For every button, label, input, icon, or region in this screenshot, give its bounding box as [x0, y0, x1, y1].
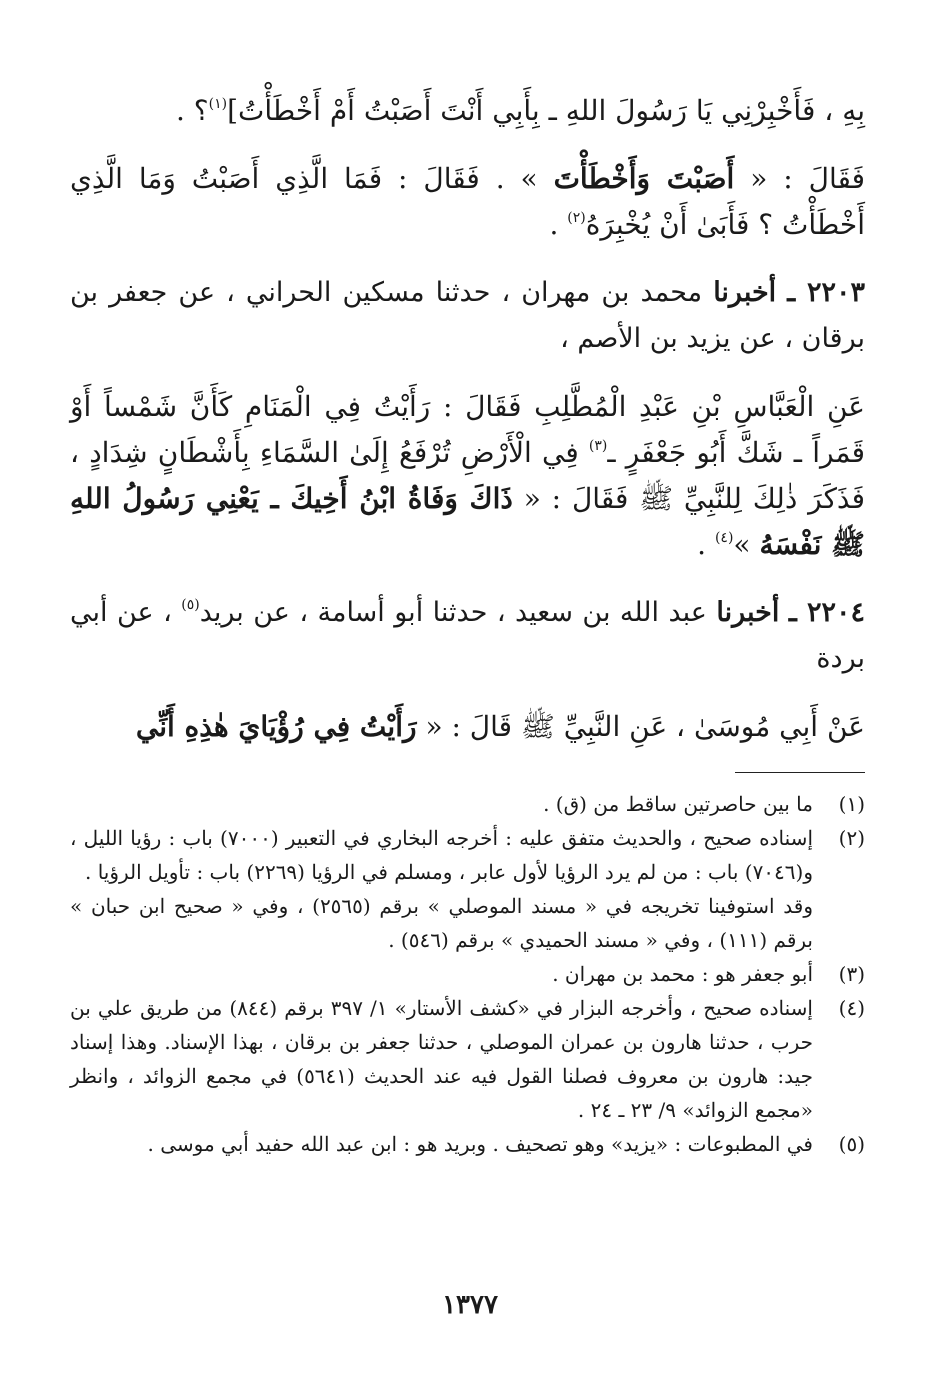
hadith-2203-matn-tail: .: [697, 528, 715, 561]
footnote-1: [70, 787, 865, 821]
hadith-2203-matn-b: فِي الْأَرْضِ تُرْفَعُ إِلَىٰ السَّمَاءِ بِأَشْطَانٍ شِدَادٍ ، فَذَكَرَ ذٰلِكَ لِلنَّبِيِّ ﷺ فَقَالَ : «: [70, 436, 866, 515]
paragraph-2-tail: .: [549, 208, 568, 241]
hadith-2203-matn-close: »: [733, 528, 751, 561]
footnote-1-number: (١): [838, 792, 865, 816]
footnote-3-number: (٣): [838, 962, 865, 986]
hadith-2203-text: محمد بن مهران ، حدثنا مسكين الحراني ، عن جعفر بن برقان ، عن يزيد بن الأصم ،: [70, 277, 865, 354]
paragraph-2: [70, 156, 865, 248]
footnote-divider: [735, 772, 865, 773]
hadith-2203-matn: [70, 384, 865, 568]
footnote-ref-4[interactable]: (٤): [714, 530, 734, 546]
footnote-2: [70, 821, 865, 957]
footnote-4: [70, 991, 865, 1127]
paragraph-2-open: فَقَالَ : «: [750, 162, 866, 195]
footnote-1-text: ما بين حاصرتين ساقط من (ق) .: [543, 792, 813, 816]
footnote-4-text: إسناده صحيح ، وأخرجه البزار في «كشف الأستار» ١/ ٣٩٧ برقم (٨٤٤) من طريق علي بن حرب ، حدثنا هارون بن عمران الموصلي ، حدثنا جعفر بن برقان ، بهذا الإسناد. وهذا إسناد جيد: هارون بن معروف فصلنا القول فيه عند الحديث (٥٦٤١) في مجمع الزوائد ، وانظر «مجمع الزوائد» ٩/ ٢٣ ـ ٢٤ .: [70, 996, 814, 1122]
footnote-3: [70, 957, 865, 991]
hadith-2204-text: عبد الله بن سعيد ، حدثنا أبو أسامة ، عن بريد: [199, 597, 707, 628]
footnote-5-number: (٥): [838, 1132, 865, 1156]
footnote-4-number: (٤): [838, 996, 865, 1020]
paragraph-1: [70, 88, 865, 134]
footnote-2-number: (٢): [838, 826, 865, 850]
paragraph-2-rest: » . فَقَالَ : فَمَا الَّذِي أَصَبْتُ وَمَا الَّذِي أَخْطَأْتُ ؟ فَأَبَىٰ أَنْ يُخْبِرَهُ: [70, 162, 865, 241]
hadith-2203-isnad: [70, 270, 865, 362]
hadith-number-2203: ٢٢٠٣ ـ: [787, 277, 865, 308]
footnote-2-text-continued: وقد استوفينا تخريجه في « مسند الموصلي » برقم (٢٥٦٥) ، وفي « صحيح ابن حبان » برقم (١١١) ، وفي « مسند الحميدي » برقم (٥٤٦) .: [70, 894, 813, 952]
footnote-2-text: إسناده صحيح ، والحديث متفق عليه : أخرجه البخاري في التعبير (٧٠٠٠) باب : رؤيا الليل ، و(٧٠٤٦) باب : من لم يرد الرؤيا لأول عابر ، ومسلم في الرؤيا (٢٢٦٩) باب : تأويل الرؤيا .: [70, 826, 813, 884]
hadith-2204-isnad: [70, 590, 865, 682]
page-number: ١٣٧٧: [442, 1290, 498, 1320]
footnote-5: [70, 1127, 865, 1161]
hadith-2204-tail: ، عن أبي بردة: [70, 597, 865, 674]
footnote-ref-1[interactable]: (١): [208, 96, 228, 112]
footnote-ref-3[interactable]: (٣): [588, 438, 608, 454]
page-body: [70, 88, 865, 1161]
paragraph-1-text: بِهِ ، فَأَخْبِرْنِي يَا رَسُولَ اللهِ ـ بِأَبِي أَنْتَ أَصَبْتُ أَمْ أَخْطَأْتُ]: [227, 94, 865, 127]
hadith-2204-lead: أخبرنا: [716, 597, 780, 628]
footnote-ref-2[interactable]: (٢): [567, 210, 586, 226]
hadith-number-2204: ٢٢٠٤ ـ: [788, 597, 865, 628]
footnotes: [70, 787, 865, 1161]
footnote-3-text: أبو جعفر هو : محمد بن مهران .: [552, 962, 813, 986]
hadith-2204-prophet-speech: رَأَيْتُ فِي رُؤْيَايَ هٰذِهِ أَنِّي: [135, 710, 417, 743]
footnote-5-text: في المطبوعات : «يزيد» وهو تصحيف . وبريد هو : ابن عبد الله حفيد أبي موسى .: [147, 1132, 813, 1156]
footnote-ref-5[interactable]: (٥): [181, 597, 200, 613]
hadith-2204-matn: [70, 704, 865, 750]
paragraph-1-tail: ؟ .: [175, 94, 209, 127]
hadith-2203-prophet-speech: ذَاكَ وَفَاةُ ابْنُ أَخِيكَ ـ يَعْنِي رَسُولُ اللهِ ﷺ نَفْسَهُ: [70, 482, 865, 561]
hadith-2204-matn-a: عَنْ أَبِي مُوسَىٰ ، عَنِ النَّبِيِّ ﷺ قَالَ : «: [425, 710, 865, 743]
hadith-2203-lead: أخبرنا: [713, 277, 777, 308]
paragraph-2-prophet-speech: أَصَبْتَ وَأَخْطَأْتَ: [553, 162, 735, 195]
hadith-2203-matn-a: عَنِ الْعَبَّاسِ بْنِ عَبْدِ الْمُطَّلِبِ فَقَالَ : رَأَيْتُ فِي الْمَنَامِ كَأَنَّ شَمْساً أَوْ قَمَراً ـ شَكَّ أَبُو جَعْفَرٍ ـ: [70, 390, 865, 469]
